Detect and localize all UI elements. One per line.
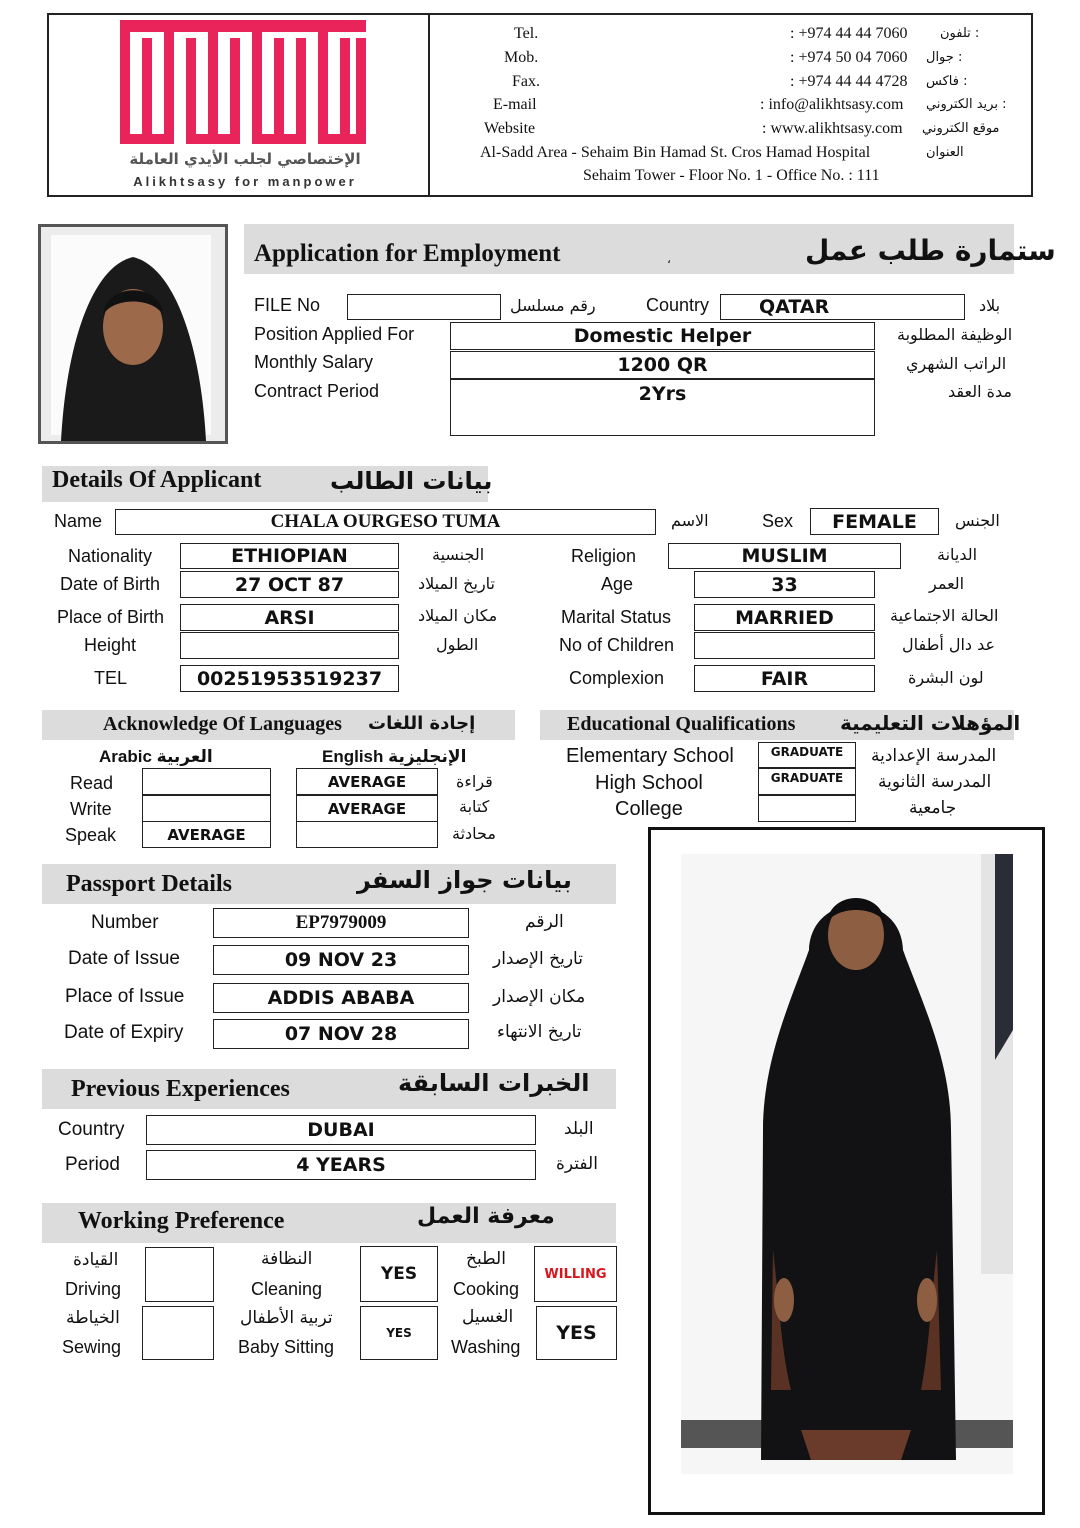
exp-period-ar: الفترة [556,1154,598,1174]
cooking-ar: الطبخ [466,1249,506,1269]
height-ar: الطول [436,635,479,654]
tel-label: Tel. [514,25,539,42]
english-ar: الإنجليزية [388,747,467,767]
speak-ar: محادثة [452,824,496,843]
washing-field[interactable]: YES [536,1306,617,1360]
write-label: Write [70,799,112,819]
languages-title-ar: إجادة اللغات [368,713,476,734]
contract-ar: مدة العقد [948,382,1012,401]
college-label: College [615,798,683,820]
issue-place-ar: مكان الإصدار [493,987,586,1007]
address-line1: Al-Sadd Area - Sehaim Bin Hamad St. Cros Hamad Hospital [480,144,871,161]
nationality-ar: الجنسية [432,545,485,564]
passport-title-ar: بيانات جواز السفر [357,866,572,894]
high-school-label: High School [595,772,703,794]
position-ar: الوظيفة المطلوبة [897,325,1013,344]
sex-ar: الجنس [955,511,1000,530]
website-label: Website [484,120,536,137]
fax-label: Fax. [512,73,540,90]
exp-period-field[interactable]: 4 YEARS [146,1150,536,1180]
children-field[interactable] [694,632,875,659]
driving-ar: القيادة [73,1250,119,1270]
experience-title-ar: الخبرات السابقة [398,1069,590,1097]
religion-field[interactable]: MUSLIM [668,543,901,569]
arabic-label: Arabic [99,747,152,766]
address-line2: Sehaim Tower - Floor No. 1 - Office No. : 111 [583,167,880,184]
high-school-ar: المدرسة الثانوية [878,772,992,792]
fax-value: : +974 44 44 4728 [790,73,908,90]
issue-place-field[interactable]: ADDIS ABABA [213,983,469,1013]
issue-place-label: Place of Issue [65,986,185,1007]
arabic-ar: العربية [156,747,213,767]
expiry-field[interactable]: 07 NOV 28 [213,1019,469,1049]
dob-field[interactable]: 27 OCT 87 [180,571,399,598]
application-title: Application for Employment [254,240,561,267]
preference-title-ar: معرفة العمل [417,1204,555,1229]
languages-title: Acknowledge Of Languages [103,713,342,735]
cleaning-label: Cleaning [251,1279,323,1299]
experience-title: Previous Experiences [71,1076,290,1102]
sewing-label: Sewing [62,1337,122,1357]
email-value[interactable]: : info@alikhtsasy.com [760,96,904,113]
elementary-label: Elementary School [566,745,734,767]
speak-arabic-field[interactable]: AVERAGE [142,821,271,848]
arabic-column-header [99,747,213,767]
expiry-ar: تاريخ الانتهاء [497,1022,582,1042]
passport-title: Passport Details [66,871,232,897]
marital-label: Marital Status [561,607,672,627]
website-value[interactable]: : www.alikhtsasy.com [762,120,903,137]
nationality-label: Nationality [68,546,153,566]
country-ar: بلاد [979,296,1001,315]
college-ar: جامعية [909,798,957,818]
college-field[interactable] [758,795,856,822]
speak-label: Speak [65,825,117,845]
email-ar: : بريد الكتروني [926,97,1007,112]
marital-ar: الحالة الاجتماعية [890,606,999,625]
passport-number-label: Number [91,912,159,933]
exp-period-label: Period [65,1154,120,1175]
name-field[interactable]: CHALA OURGESO TUMA [115,509,656,535]
applicant-title: Details Of Applicant [52,467,262,493]
country-field[interactable]: QATAR [720,294,965,320]
tel-field[interactable]: 00251953519237 [180,665,399,692]
write-english-field[interactable]: AVERAGE [296,795,438,822]
height-field[interactable] [180,632,399,659]
expiry-label: Date of Expiry [64,1022,184,1043]
salary-field[interactable]: 1200 QR [450,351,875,379]
english-column-header [322,747,466,767]
mob-label: Mob. [504,49,539,66]
website-ar: موقع الكتروني [922,121,1000,136]
complexion-field[interactable]: FAIR [694,665,875,692]
education-title-ar: المؤهلات التعليمية [840,711,1021,735]
washing-ar: الغسيل [462,1307,514,1327]
read-arabic-field[interactable] [142,768,271,795]
cleaning-field[interactable]: YES [360,1246,438,1302]
elementary-ar: المدرسة الإعدادية [871,746,997,766]
pob-label: Place of Birth [57,607,165,627]
nationality-field[interactable]: ETHIOPIAN [180,543,399,569]
name-label: Name [54,511,103,531]
applicant-title-ar: بيانات الطالب [330,467,493,495]
mob-value: : +974 50 04 7060 [790,49,908,66]
driving-field[interactable] [145,1247,214,1302]
headshot-photo [38,224,228,444]
passport-number-field[interactable]: EP7979009 [213,908,469,938]
write-ar: كتابة [459,797,490,816]
position-label: Position Applied For [254,324,415,344]
application-title-ar: ستمارة طلب عمل [805,234,1056,267]
issue-date-field[interactable]: 09 NOV 23 [213,945,469,975]
read-label: Read [70,773,114,793]
salary-ar: الراتب الشهري [906,354,1007,373]
age-label: Age [601,574,634,594]
file-no-label: FILE No [254,295,321,315]
issue-date-label: Date of Issue [68,948,180,969]
height-label: Height [84,635,137,655]
logo-arabic-name: الإختصاصي لجلب الأيدي العاملة [129,150,361,168]
fax-ar: : فاكس [926,74,968,89]
tel-field-label: TEL [94,668,128,688]
preference-title: Working Preference [78,1208,285,1234]
address-ar: العنوان [926,145,964,160]
contract-field[interactable]: 2Yrs [450,379,875,436]
dob-ar: تاريخ الميلاد [418,574,495,593]
application-comma: ، [667,252,671,266]
cooking-label: Cooking [453,1279,520,1299]
company-logo-icon [118,18,368,146]
babysitting-field[interactable]: YES [360,1306,438,1360]
babysitting-label: Baby Sitting [238,1337,335,1357]
cooking-field[interactable]: WILLING [534,1246,617,1302]
email-label: E-mail [493,96,537,113]
education-title: Educational Qualifications [567,713,796,735]
name-ar: الاسم [671,511,709,530]
pob-ar: مكان الميلاد [418,606,498,625]
age-ar: العمر [929,574,965,593]
salary-label: Monthly Salary [254,352,374,372]
sex-label: Sex [762,511,794,531]
position-field[interactable]: Domestic Helper [450,322,875,350]
read-ar: قراءة [456,772,493,791]
sewing-field[interactable] [142,1306,214,1360]
cleaning-ar: النظافة [261,1249,313,1269]
tel-ar: : تلفون [940,26,980,41]
religion-label: Religion [571,546,637,566]
age-field[interactable]: 33 [694,571,875,598]
high-school-field[interactable]: GRADUATE [758,768,856,795]
speak-english-field[interactable] [296,821,438,848]
marital-field[interactable]: MARRIED [694,604,875,631]
write-arabic-field[interactable] [142,795,271,822]
children-label: No of Children [559,635,675,655]
file-no-ar: رقم مسلسل [510,296,596,315]
file-no-field[interactable] [347,294,501,320]
country-label: Country [646,295,710,315]
logo-english-name: Alikhtsasy for manpower [133,174,357,189]
children-ar: عد دال أطفال [902,635,996,654]
full-body-photo [648,827,1045,1515]
religion-ar: الديانة [937,545,978,564]
dob-label: Date of Birth [60,574,161,594]
read-english-field[interactable]: AVERAGE [296,768,438,795]
complexion-ar: لون البشرة [908,668,984,687]
issue-date-ar: تاريخ الإصدار [493,949,583,969]
exp-country-field[interactable]: DUBAI [146,1115,536,1145]
elementary-field[interactable]: GRADUATE [758,742,856,768]
mob-ar: : جوال [926,50,963,65]
driving-label: Driving [65,1279,122,1299]
exp-country-label: Country [58,1119,125,1140]
pob-field[interactable]: ARSI [180,604,399,631]
tel-value: : +974 44 44 7060 [790,25,908,42]
sex-field[interactable]: FEMALE [810,508,939,535]
babysitting-ar: تربية الأطفال [240,1308,333,1328]
passport-number-ar: الرقم [525,912,564,932]
complexion-label: Complexion [569,668,665,688]
exp-country-ar: البلد [564,1119,594,1139]
english-label: English [322,747,384,766]
contract-label: Contract Period [254,381,380,401]
sewing-ar: الخياطة [66,1308,120,1328]
washing-label: Washing [451,1337,521,1357]
